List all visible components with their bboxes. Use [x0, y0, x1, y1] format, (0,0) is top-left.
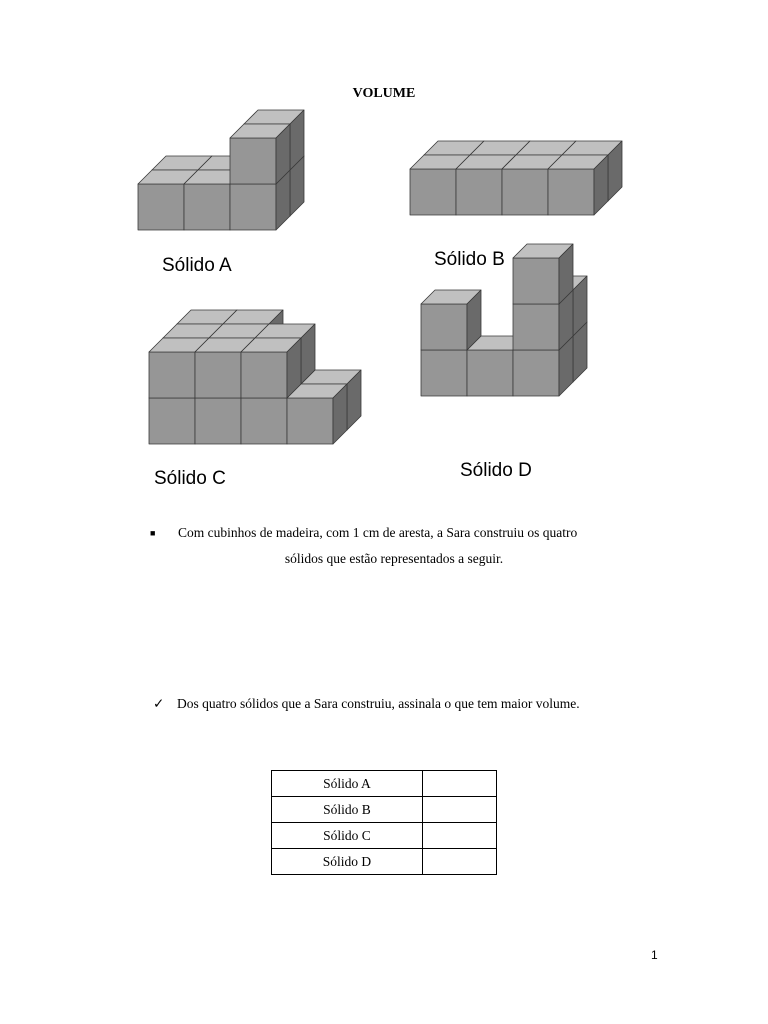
cube-face [149, 398, 195, 444]
cube-face [195, 352, 241, 398]
cube-face [149, 352, 195, 398]
checkmark-icon: ✓ [153, 696, 165, 711]
solid-a-label: Sólido A [162, 255, 232, 276]
cube-face [241, 352, 287, 398]
solid-c-label: Sólido C [154, 468, 226, 489]
question [153, 696, 580, 712]
answer-table [271, 770, 497, 875]
cube-face [513, 350, 559, 396]
answer-checkbox-cell[interactable] [423, 797, 497, 823]
cube-face [138, 184, 184, 230]
cube [421, 290, 481, 350]
cube-face [410, 169, 456, 215]
cube [230, 124, 290, 184]
answer-label: Sólido B [272, 797, 423, 823]
cube-face [287, 398, 333, 444]
question-text: Dos quatro sólidos que a Sara construiu, assinala o que tem maior volume. [177, 696, 580, 711]
cube-face [456, 169, 502, 215]
cube-face [513, 258, 559, 304]
solid-a-figure [120, 100, 330, 240]
answer-checkbox-cell[interactable] [423, 849, 497, 875]
cube-face [548, 169, 594, 215]
cube-face [467, 350, 513, 396]
cube-face [421, 350, 467, 396]
cube-face [513, 304, 559, 350]
cube [513, 244, 573, 304]
intro-line-2: sólidos que estão representados a seguir. [284, 551, 504, 566]
answer-label: Sólido A [272, 771, 423, 797]
cube-face [230, 184, 276, 230]
solid-d-label: Sólido D [460, 460, 532, 481]
answer-label: Sólido C [272, 823, 423, 849]
intro-line-1: Com cubinhos de madeira, com 1 cm de aresta, a Sara construiu os quatro [178, 525, 578, 540]
solid-b-label: Sólido B [434, 249, 505, 270]
table-row [272, 823, 497, 849]
cube-face [230, 138, 276, 184]
cube [287, 384, 347, 444]
cube [548, 155, 608, 215]
page-number: 1 [651, 948, 658, 962]
cube-face [421, 304, 467, 350]
cube-face [241, 398, 287, 444]
answer-checkbox-cell[interactable] [423, 771, 497, 797]
solid-d-figure [405, 265, 615, 455]
cube [241, 338, 301, 398]
table-row [272, 771, 497, 797]
answer-checkbox-cell[interactable] [423, 823, 497, 849]
table-row [272, 849, 497, 875]
page-title: VOLUME [352, 86, 416, 101]
cube-face [502, 169, 548, 215]
intro-paragraph [150, 520, 638, 572]
cube-face [195, 398, 241, 444]
solid-b-figure [395, 130, 645, 230]
table-row [272, 797, 497, 823]
solid-c-figure [135, 315, 335, 455]
cube-face [184, 184, 230, 230]
square-bullet-icon: ■ [150, 528, 156, 538]
answer-label: Sólido D [272, 849, 423, 875]
